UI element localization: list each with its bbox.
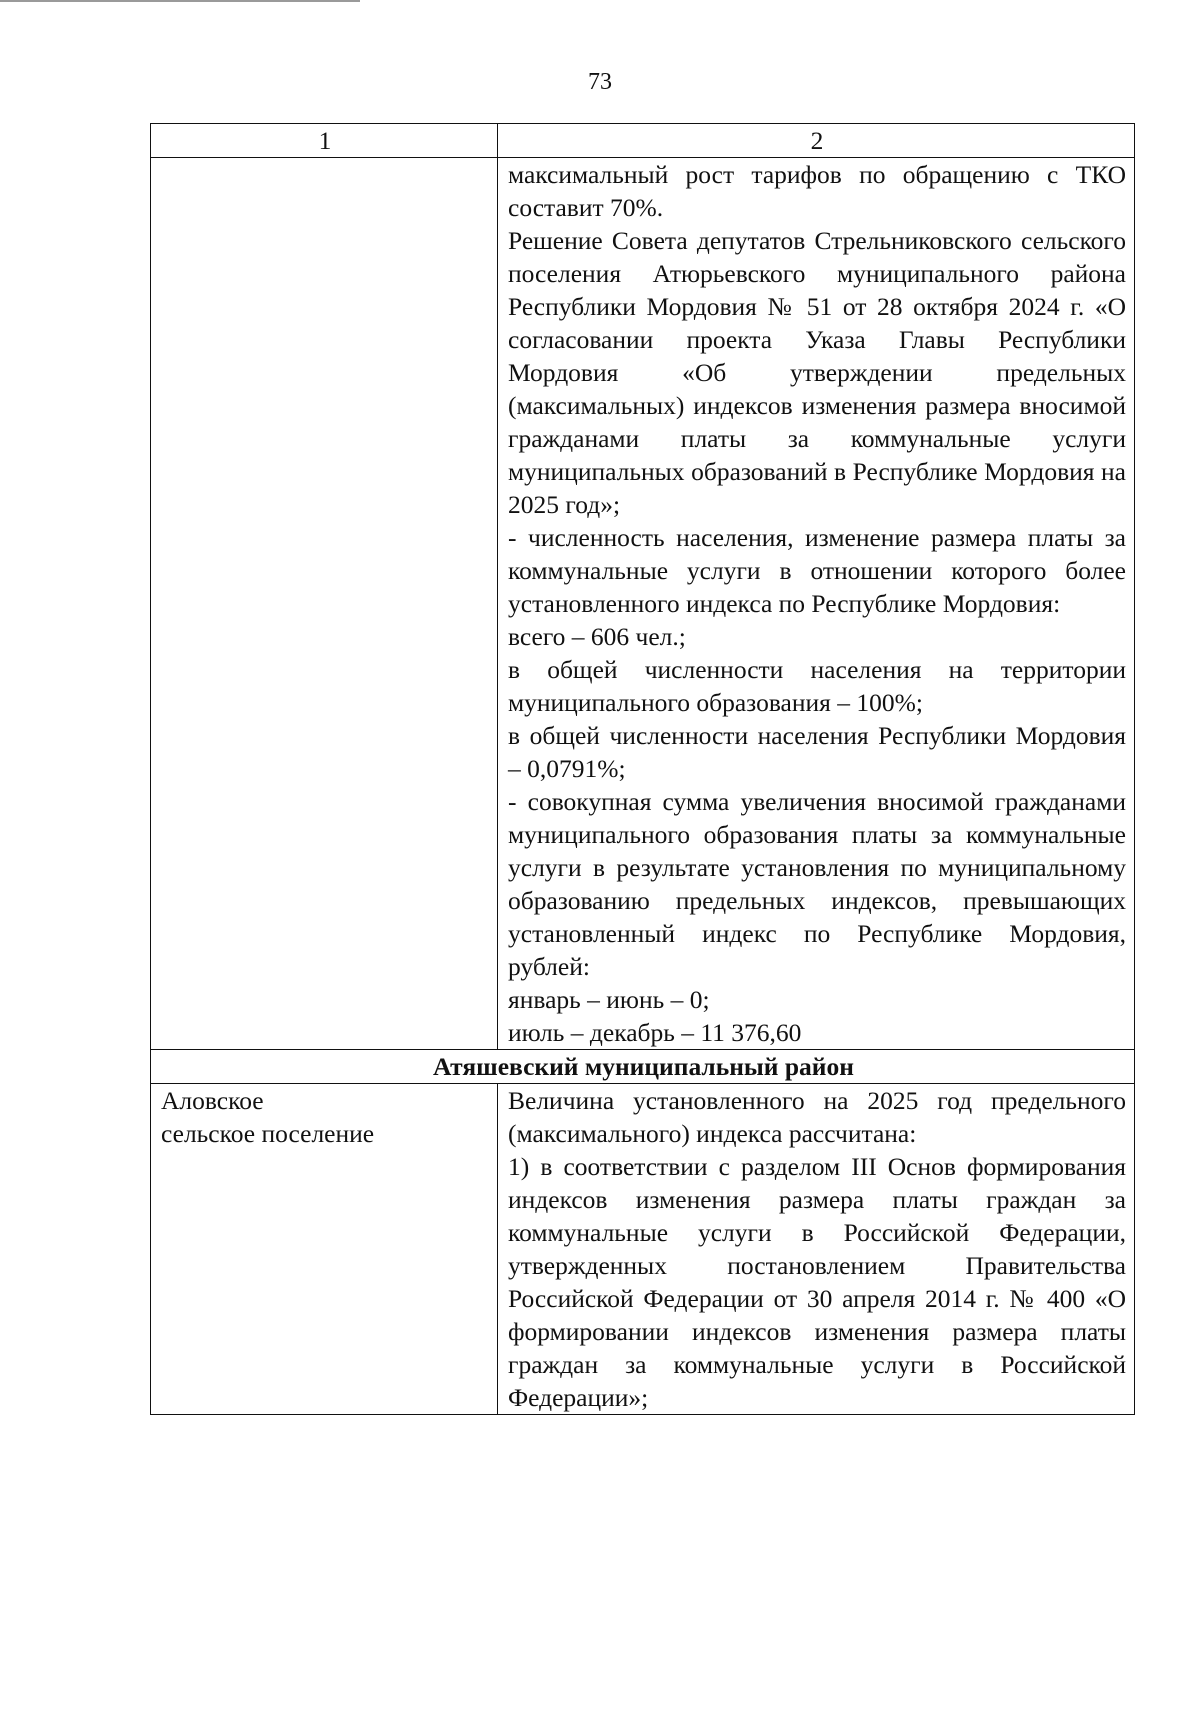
header-col-2: 2 [498, 124, 1135, 158]
table-header-row [151, 124, 1135, 158]
text-paragraph: в общей численности населения Республики Мордовия – 0,0791%; [508, 721, 1126, 783]
page-number: 73 [588, 69, 612, 95]
section-title: Атяшевский муниципальный район [151, 1050, 1135, 1084]
section-row [151, 1050, 1135, 1084]
table-row [151, 158, 1135, 1050]
municipality-name: Аловское [161, 1086, 264, 1115]
text-paragraph: в общей численности населения на территории муниципального образования – 100%; [508, 655, 1126, 717]
cell-description [498, 1084, 1135, 1415]
text-paragraph: максимальный рост тарифов по обращению с ТКО составит 70%. [508, 160, 1126, 222]
text-paragraph: Решение Совета депутатов Стрельниковского сельского поселения Атюрьевского муниципального района Республики Мордовия № 51 от 28 октября 2024 г. «О согласовании проекта Указа Главы Республики Мордовия «Об утверждении предельных (максимальных) индексов изменения размера вносимой гражданами платы за коммунальные услуги муниципальных образований в Республике Мордовия на 2025 год»; [508, 226, 1126, 519]
text-paragraph: всего – 606 чел.; [508, 622, 686, 651]
text-paragraph: январь – июнь – 0; [508, 985, 710, 1014]
table-row [151, 1084, 1135, 1415]
text-paragraph: 1) в соответствии с разделом III Основ формирования индексов изменения размера платы граждан за коммунальные услуги в Российской Федерации, утвержденных постановлением Правительства Российской Федерации от 30 апреля 2014 г. № 400 «О формировании индексов изменения размера платы граждан за коммунальные услуги в Российской Федерации»; [508, 1152, 1126, 1412]
text-paragraph: - совокупная сумма увеличения вносимой гражданами муниципального образования платы за коммунальные услуги в результате установления по муниципальному образованию предельных индексов, превышающих установленный индекс по Республике Мордовия, рублей: [508, 787, 1126, 981]
municipality-type: сельское поселение [161, 1119, 375, 1148]
text-paragraph: Величина установленного на 2025 год предельного (максимального) индекса рассчитана: [508, 1086, 1126, 1148]
top-rule [0, 0, 360, 2]
document-table [150, 123, 1135, 1415]
cell-description [498, 158, 1135, 1050]
text-paragraph: - численность населения, изменение размера платы за коммунальные услуги в отношении которого более установленного индекса по Республике Мордовия: [508, 523, 1126, 618]
cell-municipality [151, 1084, 498, 1415]
cell-municipality [151, 158, 498, 1050]
text-paragraph: июль – декабрь – 11 376,60 [508, 1018, 802, 1047]
header-col-1: 1 [151, 124, 498, 158]
